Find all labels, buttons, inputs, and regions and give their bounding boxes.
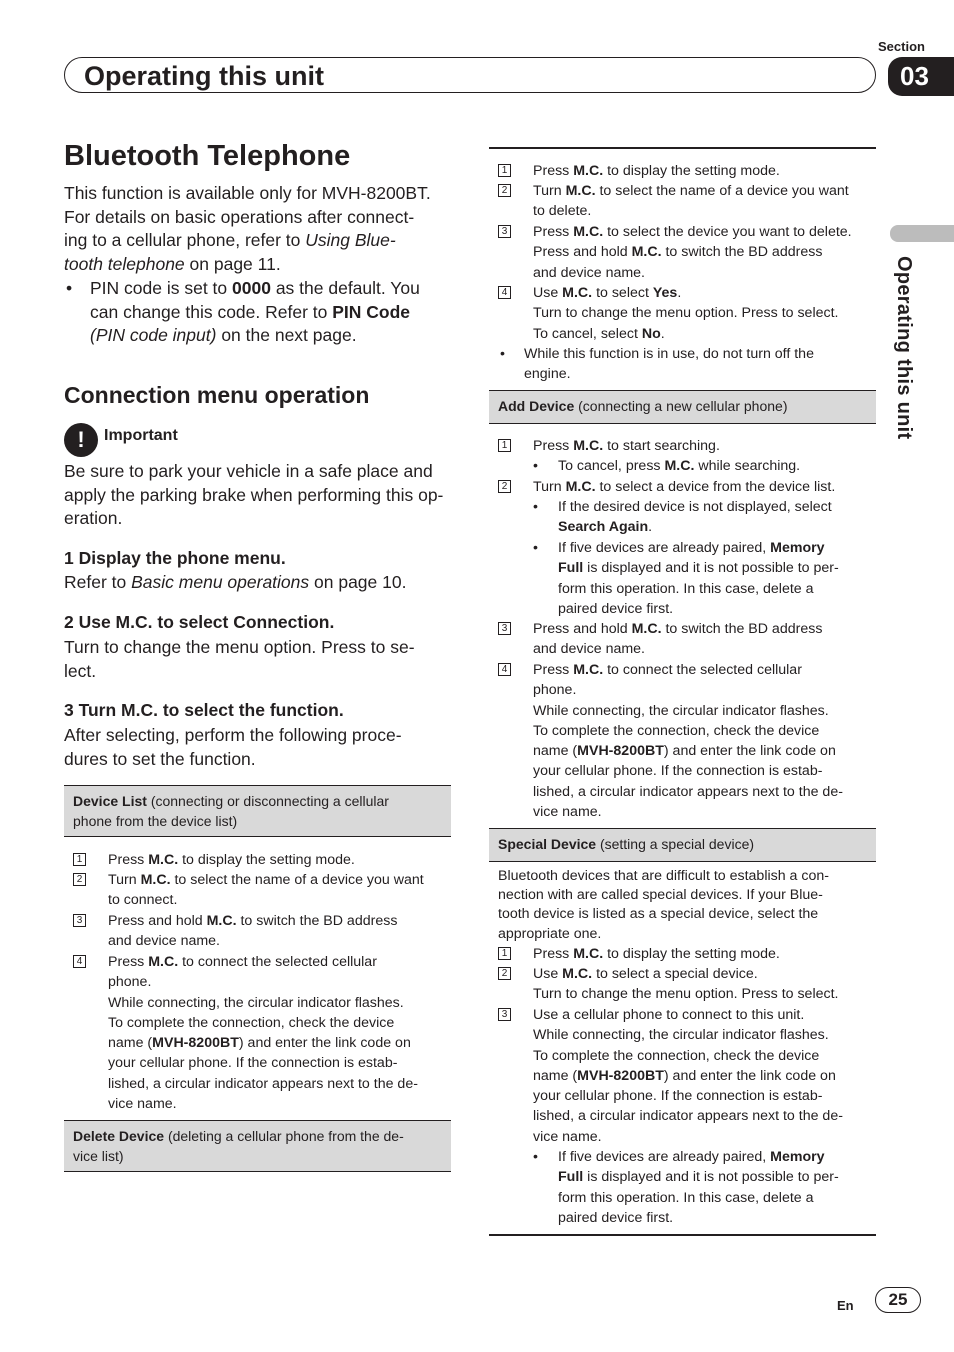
step-line: To cancel, select No.: [533, 325, 665, 342]
sub-line: Search Again.: [558, 519, 653, 536]
add-sub-five: [498, 538, 876, 619]
intro-line: [64, 253, 454, 277]
pin-text: can change this code. Refer to: [90, 301, 333, 322]
important-line: apply the parking brake when performing this op-: [64, 484, 444, 505]
bullet-icon: •: [500, 346, 505, 362]
pin-code-ref: PIN Code: [332, 301, 411, 322]
intro-text: on page 11.: [184, 253, 281, 274]
numbered-step: [498, 181, 876, 222]
step-text: [73, 952, 451, 1114]
step-line: Use M.C. to select Yes.: [533, 285, 682, 301]
step-line: Turn to change the menu option. Press to se-: [64, 637, 415, 657]
important-icon: !: [64, 423, 98, 457]
delete-steps: [498, 161, 876, 346]
important-line: eration.: [64, 508, 123, 528]
step-number: 3: [498, 1008, 511, 1021]
intro-line: nection with are called special devices. If your Blue-: [498, 887, 823, 904]
intro-line: For details on basic operations after connect-: [64, 206, 415, 227]
box-desc: (connecting a new cellular phone): [574, 398, 788, 414]
step-line: Press and hold M.C. to switch the BD address: [533, 621, 823, 637]
step-text: [498, 619, 876, 660]
box-desc: (connecting or disconnecting a cellular: [146, 793, 389, 809]
step-number: 3: [498, 225, 511, 238]
add-step-1: [498, 436, 876, 456]
sub-text: [498, 538, 876, 619]
step-text: [498, 964, 876, 1005]
special-step-1: [498, 944, 876, 964]
side-tab-marker: [890, 225, 954, 242]
add-step-4: [498, 660, 876, 822]
box-title: Special Device: [498, 836, 597, 852]
numbered-step: [73, 952, 451, 1114]
numbered-step: [73, 850, 451, 870]
intro-link-ref: tooth telephone: [64, 253, 185, 274]
step-text: [73, 850, 451, 870]
delete-bullet: [498, 344, 876, 385]
step-number: 2: [498, 967, 511, 980]
step-number: 3: [498, 622, 511, 635]
step-2-body: [64, 636, 415, 683]
bullet-line: While this function is in use, do not turn off the: [524, 346, 814, 362]
step-number: 1: [498, 947, 511, 960]
step-line: Turn M.C. to select a device from the device list.: [533, 479, 836, 495]
step-line: to delete.: [533, 203, 592, 220]
pin-text: PIN code is set to: [90, 278, 233, 298]
intro-line: This function is available only for MVH-8200BT.: [64, 183, 431, 203]
special-device-box: [489, 828, 876, 862]
add-sub-notfound: [498, 497, 876, 538]
numbered-step: [498, 161, 876, 181]
pin-text: on the next page.: [216, 325, 357, 345]
step-line: Turn to change the menu option. Press to select.: [533, 986, 839, 1003]
pin-line: [90, 277, 454, 301]
numbered-step: [73, 870, 451, 911]
step-number: 4: [498, 286, 511, 299]
step-1-title: 1 Display the phone menu.: [64, 548, 286, 568]
step-line: To complete the connection, check the device: [108, 1014, 395, 1031]
intro-line: appropriate one.: [498, 925, 602, 942]
section-label: Section: [878, 39, 925, 54]
step-line: lished, a circular indicator appears next to the de-: [108, 1075, 418, 1092]
step-line: Press M.C. to display the setting mode.: [533, 946, 780, 962]
column-top-rule: [489, 147, 876, 149]
page-header-title: Operating this unit: [84, 61, 324, 91]
step-line: name (MVH-8200BT) and enter the link code on: [533, 1067, 836, 1084]
column-bottom-rule: [489, 1234, 876, 1236]
sub-line: Full is displayed and it is not possible to per-: [558, 1169, 839, 1186]
add-device-box: [489, 390, 876, 424]
pin-line: [90, 301, 454, 325]
step-line: and device name.: [533, 641, 645, 658]
intro-paragraph: [64, 182, 454, 276]
pin-code-value: 0000: [232, 278, 271, 298]
box-title: Delete Device: [73, 1128, 165, 1144]
special-step-2: [498, 964, 876, 1005]
step-line: Turn M.C. to select the name of a device you want: [108, 872, 424, 888]
step-text: [498, 283, 876, 344]
step-line: To complete the connection, check the device: [533, 1047, 820, 1064]
step-line: vice name.: [533, 1128, 602, 1145]
step-number: 1: [498, 164, 511, 177]
step-line: lect.: [64, 660, 97, 681]
add-step-3: [498, 619, 876, 660]
box-line: vice list): [73, 1147, 124, 1164]
important-text: [64, 460, 454, 531]
section-heading: Connection menu operation: [64, 382, 370, 408]
language-label: En: [837, 1298, 854, 1313]
bullet-icon: •: [533, 499, 538, 515]
step-text: [498, 181, 876, 222]
important-line: Be sure to park your vehicle in a safe place and: [64, 461, 433, 481]
bullet-icon: •: [66, 278, 73, 298]
intro-text: ing to a cellular phone, refer to: [64, 230, 306, 250]
step-line: and device name.: [108, 933, 220, 950]
special-sub-five: [498, 1147, 876, 1228]
step-line: Use a cellular phone to connect to this unit.: [533, 1007, 805, 1023]
add-device-steps: [498, 436, 876, 821]
step-text: [498, 660, 876, 822]
box-desc: (deleting a cellular phone from the de-: [164, 1128, 404, 1144]
step-line: Press M.C. to display the setting mode.: [108, 852, 355, 868]
step-line: name (MVH-8200BT) and enter the link code on: [533, 743, 836, 760]
bullet-icon: •: [533, 540, 538, 556]
step-line: Press M.C. to select the device you want to delete.: [533, 224, 852, 240]
step-number: 4: [498, 663, 511, 676]
bullet-line: engine.: [524, 366, 571, 383]
step-text: on page 10.: [309, 572, 407, 592]
step-line: Press and hold M.C. to switch the BD address: [108, 913, 398, 929]
page-number: 25: [875, 1287, 921, 1313]
box-title: Add Device: [498, 398, 575, 414]
step-line: your cellular phone. If the connection is estab-: [533, 1088, 823, 1105]
box-title: Device List: [73, 793, 147, 809]
sub-text: [498, 497, 876, 538]
step-line: your cellular phone. If the connection is estab-: [533, 763, 823, 780]
pin-text: as the default. You: [270, 278, 420, 298]
important-label: Important: [104, 427, 178, 444]
sub-line: form this operation. In this case, delete a: [558, 580, 814, 597]
step-line: name (MVH-8200BT) and enter the link code on: [108, 1035, 411, 1052]
sub-line: Full is displayed and it is not possible to per-: [558, 560, 839, 577]
step-number: 4: [73, 955, 86, 968]
delete-bullet-text: [498, 344, 876, 385]
box-line: [498, 835, 866, 855]
step-line: vice name.: [108, 1096, 177, 1113]
step-line: Press M.C. to connect the selected cellular: [533, 662, 802, 678]
numbered-step: [498, 222, 876, 283]
step-line: After selecting, perform the following proce-: [64, 725, 402, 745]
intro-line: tooth device is listed as a special device, select the: [498, 906, 819, 923]
box-line: [498, 397, 866, 417]
special-step-3: [498, 1005, 876, 1147]
box-desc: (setting a special device): [596, 836, 755, 852]
step-line: Press M.C. to display the setting mode.: [533, 163, 780, 179]
step-text: [498, 222, 876, 283]
pin-bullet: [64, 277, 454, 348]
box-line: phone from the device list): [73, 812, 238, 829]
page-title: Bluetooth Telephone: [64, 140, 351, 172]
step-1-body: [64, 571, 406, 595]
step-2-title: 2 Use M.C. to select Connection.: [64, 612, 335, 632]
box-line: [73, 792, 441, 812]
step-number: 1: [498, 439, 511, 452]
step-line: Use M.C. to select a special device.: [533, 966, 758, 982]
bullet-icon: •: [533, 458, 538, 474]
step-line: Turn M.C. to select the name of a device you want: [533, 183, 849, 199]
sub-line: If five devices are already paired, Memory: [558, 540, 825, 556]
step-line: your cellular phone. If the connection is estab-: [108, 1055, 398, 1072]
step-line: vice name.: [533, 804, 602, 821]
sub-line: paired device first.: [558, 600, 674, 617]
special-device-steps: [498, 944, 876, 1234]
sub-line: form this operation. In this case, delete a: [558, 1189, 814, 1206]
step-text: [498, 1005, 876, 1147]
step-number: 2: [498, 480, 511, 493]
step-line: lished, a circular indicator appears next to the de-: [533, 783, 843, 800]
step-3-title: 3 Turn M.C. to select the function.: [64, 700, 344, 720]
numbered-step: [498, 283, 876, 344]
step-text: Refer to: [64, 572, 132, 592]
step-line: While connecting, the circular indicator flashes.: [533, 1027, 829, 1044]
step-line: Press M.C. to connect the selected cellular: [108, 954, 377, 970]
sub-line: To cancel, press M.C. while searching.: [558, 458, 801, 474]
step-3-body: [64, 724, 402, 771]
step-line: dures to set the function.: [64, 748, 256, 769]
step-line: Press and hold M.C. to switch the BD address: [533, 244, 823, 261]
add-step-2: [498, 477, 876, 497]
intro-link-ref: Using Blue-: [305, 230, 396, 250]
step-text: [73, 870, 451, 911]
add-sub-cancel: [498, 456, 876, 476]
section-number-badge: 03: [888, 57, 954, 96]
device-list-steps: [73, 850, 451, 1115]
intro-line: Bluetooth devices that are difficult to establish a con-: [498, 868, 829, 884]
step-line: Turn to change the menu option. Press to select.: [533, 305, 839, 322]
step-number: 2: [498, 184, 511, 197]
sub-line: If the desired device is not displayed, select: [558, 499, 832, 515]
device-list-box: [64, 785, 451, 837]
step-line: While connecting, the circular indicator flashes.: [108, 994, 404, 1011]
intro-line: [64, 229, 454, 253]
step-line: While connecting, the circular indicator flashes.: [533, 702, 829, 719]
box-line: [73, 1127, 441, 1147]
step-line: phone.: [108, 974, 152, 991]
pin-line: [90, 324, 454, 348]
delete-device-box: [64, 1120, 451, 1172]
step-number: 1: [73, 853, 86, 866]
sub-line: paired device first.: [558, 1209, 674, 1226]
sub-text: [498, 1147, 876, 1228]
sub-line: If five devices are already paired, Memory: [558, 1149, 825, 1165]
pin-code-ref-sub: (PIN code input): [90, 325, 217, 345]
side-tab-label: Operating this unit: [893, 256, 915, 440]
special-intro: [498, 867, 876, 944]
step-text: [73, 911, 451, 952]
step-line: and device name.: [533, 264, 645, 281]
step-line: To complete the connection, check the device: [533, 722, 820, 739]
step-number: 3: [73, 914, 86, 927]
step-line: Press M.C. to start searching.: [533, 438, 720, 454]
step-ref: Basic menu operations: [131, 572, 310, 592]
step-line: lished, a circular indicator appears next to the de-: [533, 1108, 843, 1125]
step-text: [498, 161, 876, 181]
step-number: 2: [73, 873, 86, 886]
numbered-step: [73, 911, 451, 952]
step-line: phone.: [533, 682, 577, 699]
bullet-icon: •: [533, 1149, 538, 1165]
step-line: to connect.: [108, 892, 178, 909]
